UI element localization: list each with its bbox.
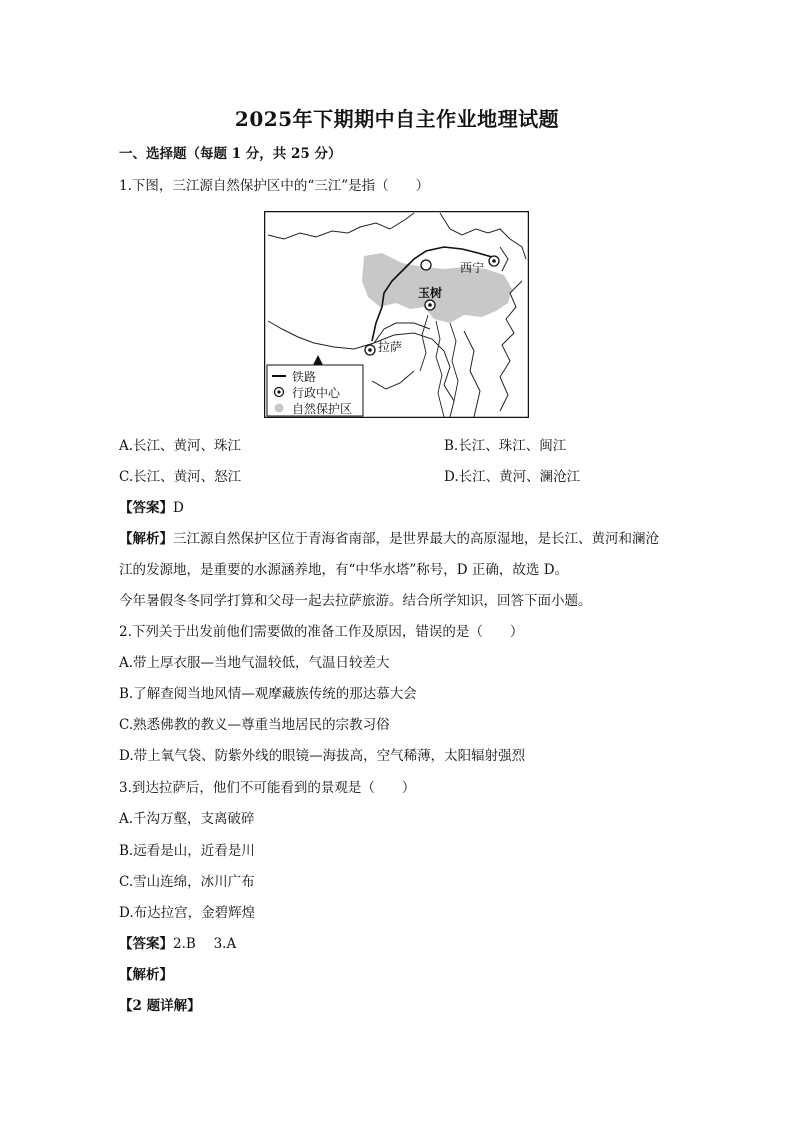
q2-option-b: B.了解查阅当地风情—观摩藏族传统的那达慕大会 [119,686,417,702]
group-intro: 今年暑假冬冬同学打算和父母一起去拉萨旅游。结合所学知识，回答下面小题。 [119,593,592,609]
sanjiangyuan-map [264,211,529,418]
admin-center-lasa [365,345,375,355]
q2-detail-heading: 【2 题详解】 [119,998,201,1014]
q23-analysis-heading: 【解析】 [119,967,173,983]
q1-stem: 1.下图，三江源自然保护区中的“三江”是指（ ） [119,178,430,194]
q2-stem: 2.下列关于出发前他们需要做的准备工作及原因，错误的是（ ） [119,624,524,640]
q3-option-b: B.远看是山，近看是川 [119,843,255,859]
q2-option-a: A.带上厚衣服—当地气温较低，气温日较差大 [119,655,390,671]
q1-option-a: A.长江、黄河、珠江 [119,438,242,454]
q1-analysis-line-1 [119,530,659,548]
section-heading: 一、选择题（每题 1 分，共 25 分） [119,146,342,162]
label-yushu: 玉树 [418,286,443,300]
label-lasa: 拉萨 [378,340,403,354]
label-xining: 西宁 [460,261,485,275]
q1-analysis-line-2: 江的发源地，是重要的水源涵养地，有“中华水塔”称号，D 正确，故选 D。 [119,562,569,578]
q1-option-b: B.长江、珠江、闽江 [444,438,567,454]
q2-option-c: C.熟悉佛教的教义—尊重当地居民的宗教习俗 [119,717,390,733]
answer-value: 2.B 3.A [173,936,237,952]
analysis-text: 三江源自然保护区位于青海省南部，是世界最大的高原湿地，是长江、黄河和澜沧 [173,531,659,547]
q2-option-d: D.带上氧气袋、防紫外线的眼镜—海拔高，空气稀薄，太阳辐射强烈 [119,748,526,764]
q1-option-c: C.长江、黄河、怒江 [119,469,242,485]
legend-admin-symbol [275,388,284,397]
q3-option-a: A.千沟万壑，支离破碎 [119,811,255,827]
legend-admin-label: 行政中心 [292,386,341,400]
open-circle-marker [421,260,431,270]
admin-center-yushu [425,300,435,310]
legend-reserve-label: 自然保护区 [292,402,353,416]
q1-answer [119,499,184,517]
q3-stem: 3.到达拉萨后，他们不可能看到的景观是（ ） [119,780,416,796]
answer-value: D [173,500,184,516]
legend-railway-label: 铁路 [292,370,317,384]
admin-center-xining [489,256,499,266]
legend-reserve-symbol [275,404,284,413]
answer-tag: 【答案】 [119,500,173,516]
q23-answers [119,935,236,953]
q1-option-d: D.长江、黄河、澜沧江 [444,469,581,485]
page-title: 2025年下期期中自主作业地理试题 [234,107,560,131]
analysis-tag: 【解析】 [119,531,173,547]
answer-tag: 【答案】 [119,936,173,952]
q3-option-c: C.雪山连绵，冰川广布 [119,874,255,890]
q3-option-d: D.布达拉宫，金碧辉煌 [119,905,256,921]
